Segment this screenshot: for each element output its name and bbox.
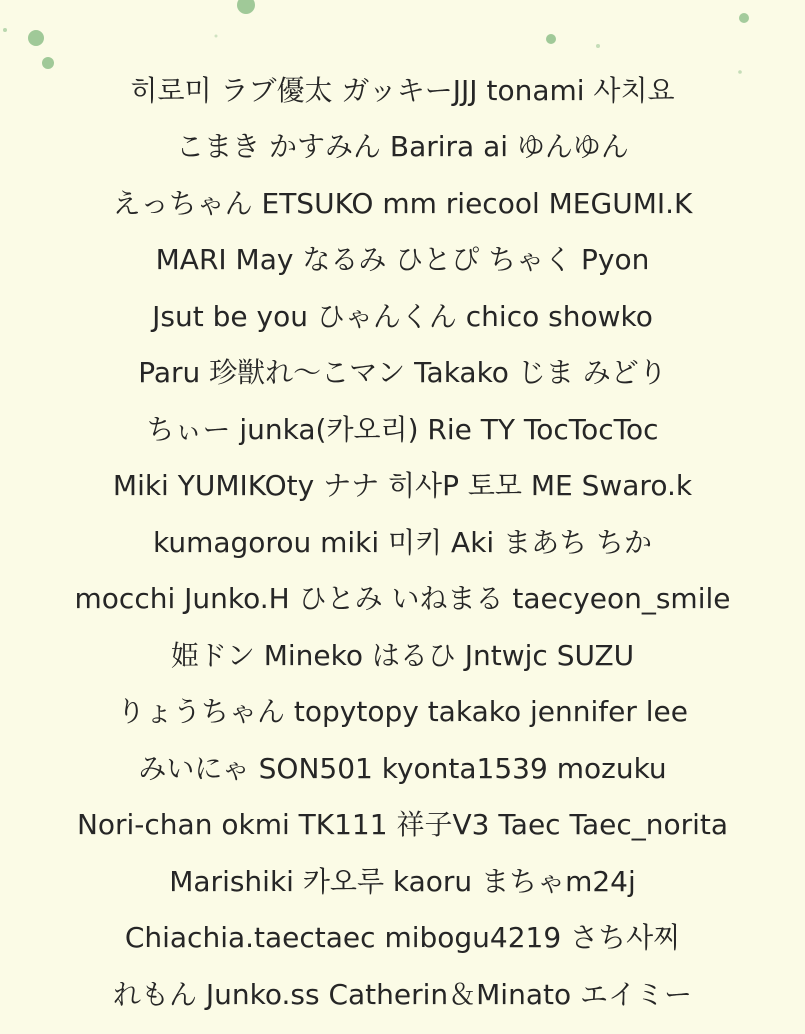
green-dot [215,35,218,38]
green-dot [596,44,600,48]
name-line: 히로미 ラブ優太 ガッキーJJJ tonami 사치요 [130,74,675,107]
name-line: Paru 珍獣れ〜こマン Takako じま みどり [138,356,667,389]
name-line: MARI May なるみ ひとぴ ちゃく Pyon [155,243,650,276]
green-dot [739,13,749,23]
name-line: kumagorou miki 미키 Aki まあち ちか [152,526,652,559]
green-dot [3,28,7,32]
name-line: こまき かすみん Barira ai ゆんゆん [176,130,629,163]
name-line: Marishiki 카오루 kaoru まちゃm24j [169,865,636,898]
name-line: mocchi Junko.H ひとみ いねまる taecyeon_smile [74,582,731,615]
green-dot [42,57,54,69]
name-line: Miki YUMIKOty ナナ 히사P 토모 ME Swaro.k [112,469,693,502]
name-line: りょうちゃん topytopy takako jennifer lee [117,695,688,728]
green-dot [546,34,556,44]
name-line: みいにゃ SON501 kyonta1539 mozuku [138,752,667,785]
name-line: ちぃー junka(카오리) Rie TY TocTocToc [146,413,659,446]
name-line: えっちゃん ETSUKO mm riecool MEGUMI.K [112,187,693,220]
name-line: Jsut be you ひゃんくん chico showko [152,300,653,333]
name-line: Nori-chan okmi TK111 祥子V3 Taec Taec_norita [76,808,729,841]
green-dot [28,30,44,46]
name-line: 姫ドン Mineko はるひ Jntwjc SUZU [170,639,635,672]
green-dot [237,0,255,14]
name-line: Chiachia.taectaec mibogu4219 さち사찌 [124,921,681,954]
name-line: れもん Junko.ss Catherin＆Minato エイミー [112,978,693,1011]
